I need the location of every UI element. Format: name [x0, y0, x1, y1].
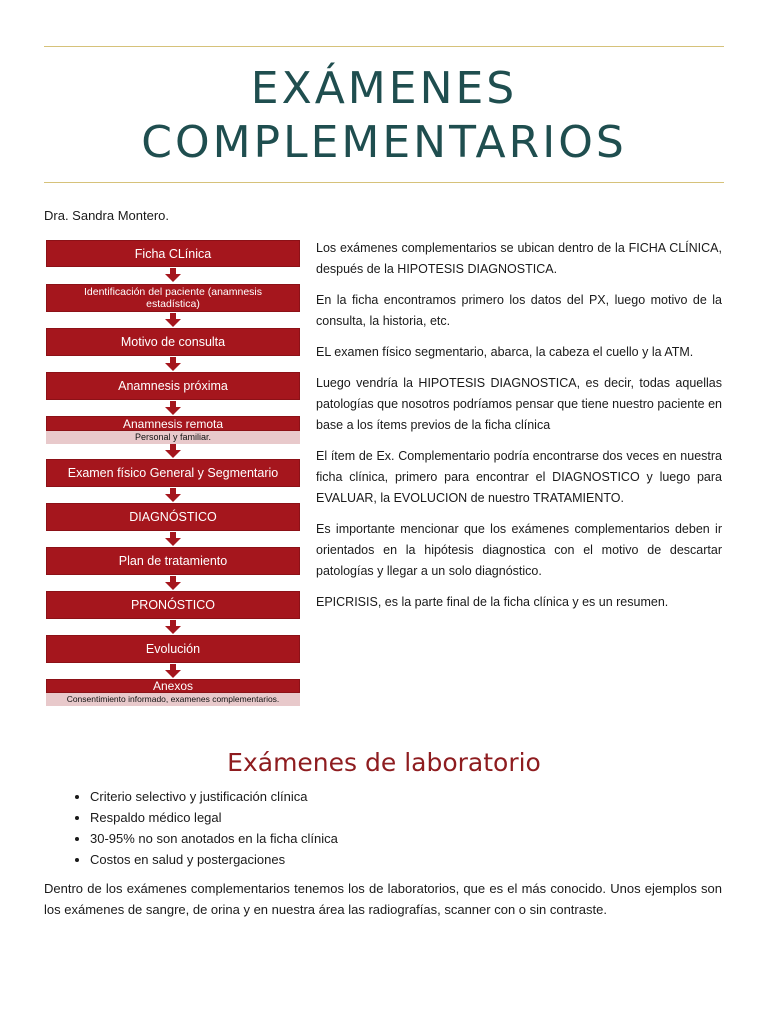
title-line-1: EXÁMENES — [250, 63, 518, 114]
list-item: • Costos en salud y postergaciones — [90, 849, 338, 870]
closing-paragraph: Dentro de los exámenes complementarios tenemos los de laboratorios, que es el más conocido. Unos ejemplos son los exámenes de sangre, de orina y en nuestra área las radiografías, scanner con o sin contraste. — [44, 881, 722, 917]
flow-note-anexos: Consentimiento informado, examenes complementarios. — [46, 693, 300, 706]
flow-step-motivo-consulta: Motivo de consulta — [46, 328, 300, 356]
paragraph: Es importante mencionar que los exámenes complementarios deben ir orientados en la hipótesis diagnostica con el motivo de descartar patologías y llegar a un solo diagnóstico. — [316, 522, 722, 578]
flow-arrow-icon — [165, 576, 181, 590]
flow-step-diagnostico: DIAGNÓSTICO — [46, 503, 300, 531]
flow-step-anexos: Anexos — [46, 679, 300, 693]
flow-step-plan-tratamiento: Plan de tratamiento — [46, 547, 300, 575]
flow-step-identificacion: Identificación del paciente (anamnesis estadística) — [46, 284, 300, 312]
paragraph: Luego vendría la HIPOTESIS DIAGNOSTICA, es decir, todas aquellas patologías que nosotros podríamos pensar que tiene nuestro paciente en base a los ítems previos de la ficha clínica — [316, 376, 722, 432]
body-text — [316, 238, 722, 623]
flow-arrow-icon — [165, 444, 181, 458]
flow-arrow-icon — [165, 532, 181, 546]
paragraph: EPICRISIS, es la parte final de la ficha clínica y es un resumen. — [316, 595, 669, 609]
paragraph: El ítem de Ex. Complementario podría encontrarse dos veces en nuestra ficha clínica, primero para encontrar el DIAGNOSTICO y luego para EVALUAR, la EVOLUCION de nuestro TRATAMIENTO. — [316, 449, 722, 505]
list-item: • Respaldo médico legal — [90, 807, 338, 828]
flow-note-anamnesis-remota: Personal y familiar. — [46, 431, 300, 444]
flow-arrow-icon — [165, 357, 181, 371]
flow-step-anamnesis-proxima: Anamnesis próxima — [46, 372, 300, 400]
title-line-2: COMPLEMENTARIOS — [141, 117, 627, 168]
page-title — [0, 62, 768, 170]
list-item: • Criterio selectivo y justificación clínica — [90, 786, 338, 807]
bullet-list — [66, 786, 338, 870]
paragraph: Los exámenes complementarios se ubican dentro de la FICHA CLÍNICA, después de la HIPOTESIS DIAGNOSTICA. — [316, 241, 722, 276]
flow-step-ficha-clinica: Ficha CLínica — [46, 240, 300, 267]
author: Dra. Sandra Montero. — [44, 208, 170, 223]
section-heading: Exámenes de laboratorio — [227, 748, 541, 777]
flow-step-pronostico: PRONÓSTICO — [46, 591, 300, 619]
flow-step-anamnesis-remota: Anamnesis remota — [46, 416, 300, 431]
flow-arrow-icon — [165, 268, 181, 282]
paragraph: EL examen físico segmentario, abarca, la cabeza el cuello y la ATM. — [316, 345, 694, 359]
list-item: • 30-95% no son anotados en la ficha clínica — [90, 828, 338, 849]
flow-arrow-icon — [165, 401, 181, 415]
flow-arrow-icon — [165, 620, 181, 634]
flow-step-examen-fisico: Examen físico General y Segmentario — [46, 459, 300, 487]
paragraph: En la ficha encontramos primero los datos del PX, luego motivo de la consulta, la historia, etc. — [316, 293, 722, 328]
top-rule — [44, 46, 724, 47]
flow-arrow-icon — [165, 313, 181, 327]
flow-arrow-icon — [165, 664, 181, 678]
flow-step-evolucion: Evolución — [46, 635, 300, 663]
flow-arrow-icon — [165, 488, 181, 502]
title-bottom-rule — [44, 182, 724, 183]
